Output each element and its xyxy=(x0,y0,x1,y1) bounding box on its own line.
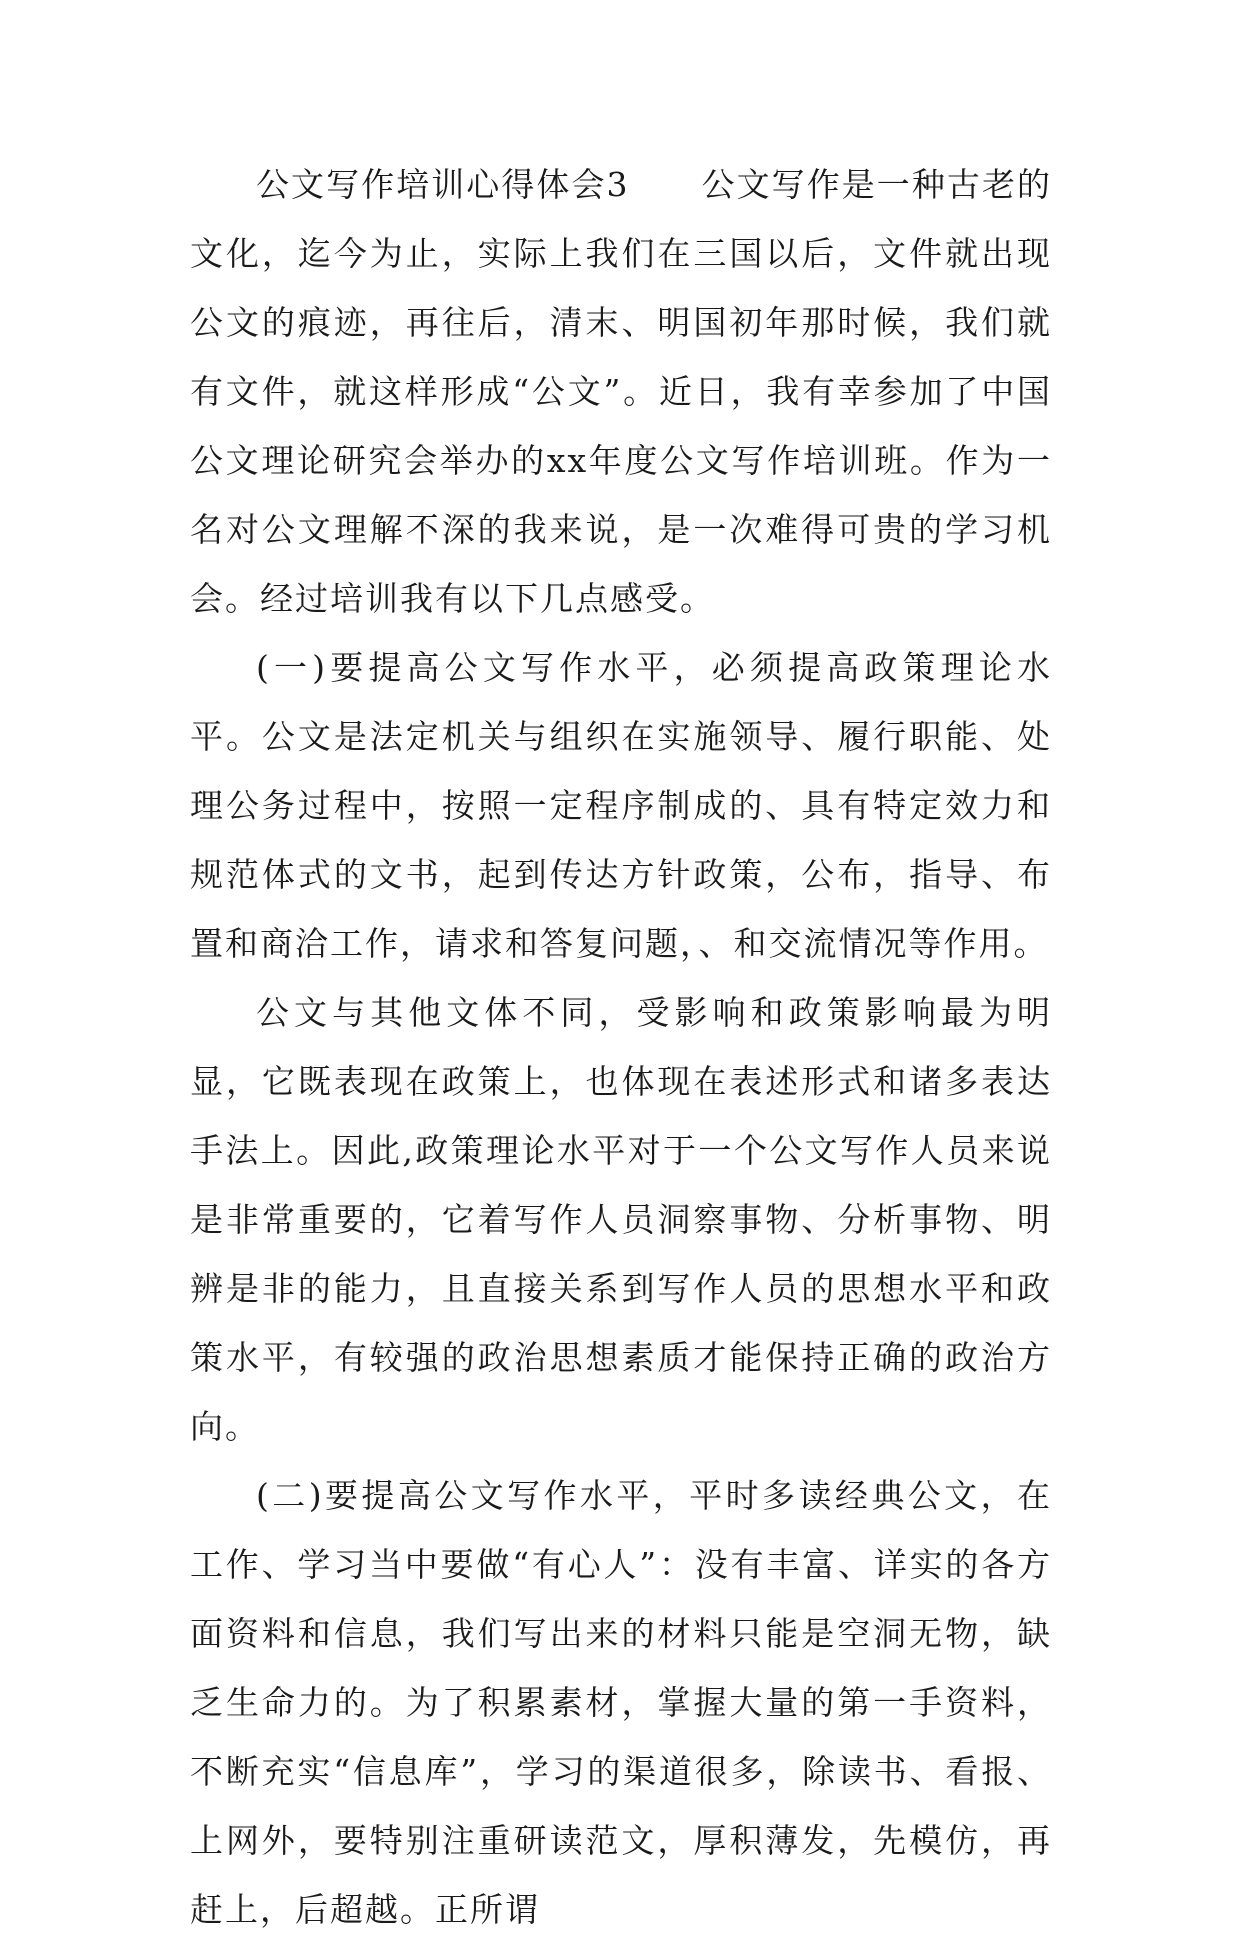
document-body xyxy=(190,150,1052,1944)
body-paragraph: (二)要提高公文写作水平，平时多读经典公文，在工作、学习当中要做“有心人”：没有丰富、详实的各方面资料和信息，我们写出来的材料只能是空洞无物，缺乏生命力的。为了积累素材，掌握大量的第一手资料，不断充实“信息库”，学习的渠道很多，除读书、看报、上网外，要特别注重研读范文，厚积薄发，先模仿，再赶上，后超越。正所谓 xyxy=(190,1476,1052,1929)
body-paragraph: (一)要提高公文写作水平，必须提高政策理论水平。公文是法定机关与组织在实施领导、履行职能、处理公务过程中，按照一定程序制成的、具有特定效力和规范体式的文书，起到传达方针政策，公布，指导、布置和商洽工作，请求和答复问题，、和交流情况等作用。 xyxy=(190,648,1052,963)
paragraph-text: 公文写作是一种古老的文化，迄今为止，实际上我们在三国以后，文件就出现公文的痕迹，再往后，清末、明国初年那时候，我们就有文件，就这样形成“公文”。近日，我有幸参加了中国公文理论研究会举办的xx年度公文写作培训班。作为一名对公文理解不深的我来说，是一次难得可贵的学习机会。经过培训我有以下几点感受。 xyxy=(190,165,1053,618)
intro-paragraph xyxy=(190,150,1052,633)
document-title: 公文写作培训心得体会3 xyxy=(256,165,630,204)
body-paragraph: 公文与其他文体不同，受影响和政策影响最为明显，它既表现在政策上，也体现在表述形式和诸多表达手法上。因此,政策理论水平对于一个公文写作人员来说是非常重要的，它着写作人员洞察事物、分析事物、明辨是非的能力，且直接关系到写作人员的思想水平和政策水平，有较强的政治思想素质才能保持正确的政治方向。 xyxy=(190,993,1052,1446)
